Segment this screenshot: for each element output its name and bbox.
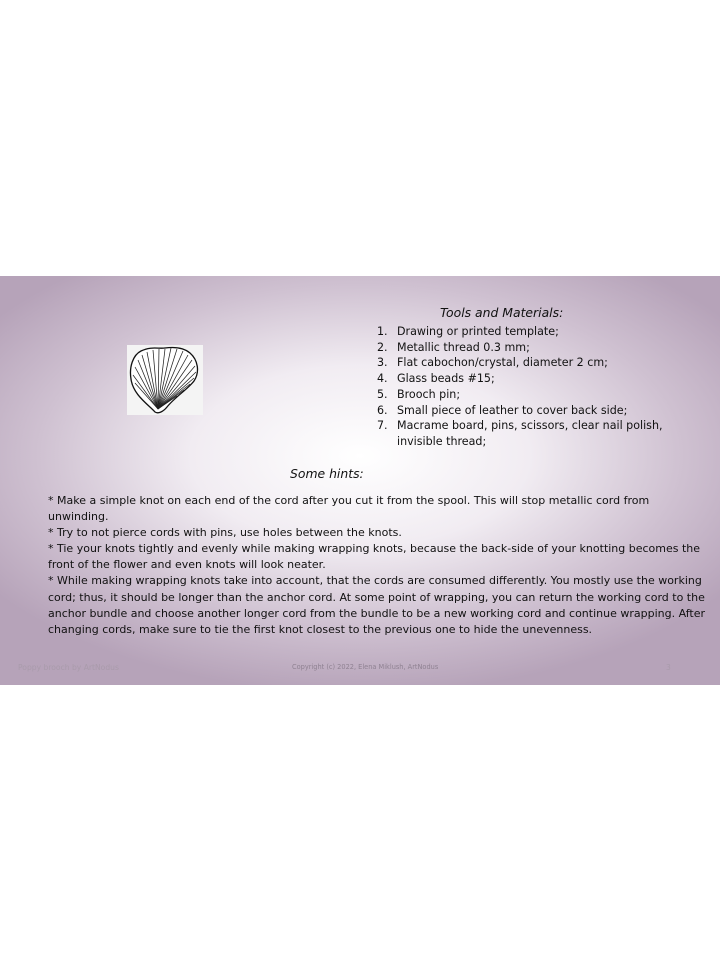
hints-body	[48, 493, 708, 638]
hint-paragraph: * Make a simple knot on each end of the cord after you cut it from the spool. This will stop metallic cord from unwinding.	[48, 494, 650, 524]
tools-list	[377, 324, 677, 450]
list-item: 7. Macrame board, pins, scissors, clear nail polish, invisible thread;	[377, 419, 663, 448]
list-item: 5. Brooch pin;	[377, 387, 461, 401]
footer-copyright: Copyright (c) 2022, Elena Miklush, ArtNodus	[292, 663, 439, 671]
hint-paragraph: * Tie your knots tightly and evenly while making wrapping knots, because the back-side of your knotting becomes the front of the flower and even knots will look neater.	[48, 542, 701, 572]
tools-title: Tools and Materials:	[440, 305, 564, 320]
hints-title: Some hints:	[290, 466, 364, 481]
list-item: 4. Glass beads #15;	[377, 372, 495, 386]
petal-template-icon	[127, 345, 203, 415]
list-item: 6. Small piece of leather to cover back side;	[377, 403, 628, 417]
page-number: 3	[666, 663, 671, 672]
list-item: 3. Flat cabochon/crystal, diameter 2 cm;	[377, 356, 608, 370]
list-item: 2. Metallic thread 0.3 mm;	[377, 340, 530, 354]
hint-paragraph: * Try to not pierce cords with pins, use holes between the knots.	[48, 526, 402, 540]
hint-paragraph: * While making wrapping knots take into account, that the cords are consumed differently. You mostly use the working cord; thus, it should be longer than the anchor cord. At some point of wrapping, you can return the working cord to the anchor bundle and choose another longer cord from the bundle to be a new working cord and continue wrapping. After changing cords, make sure to tie the first knot closest to the previous one to hide the unevenness.	[48, 574, 706, 636]
list-item: 1. Drawing or printed template;	[377, 325, 559, 338]
slide	[0, 276, 720, 685]
footer-title: Poppy brooch by ArtNodus	[18, 663, 119, 672]
